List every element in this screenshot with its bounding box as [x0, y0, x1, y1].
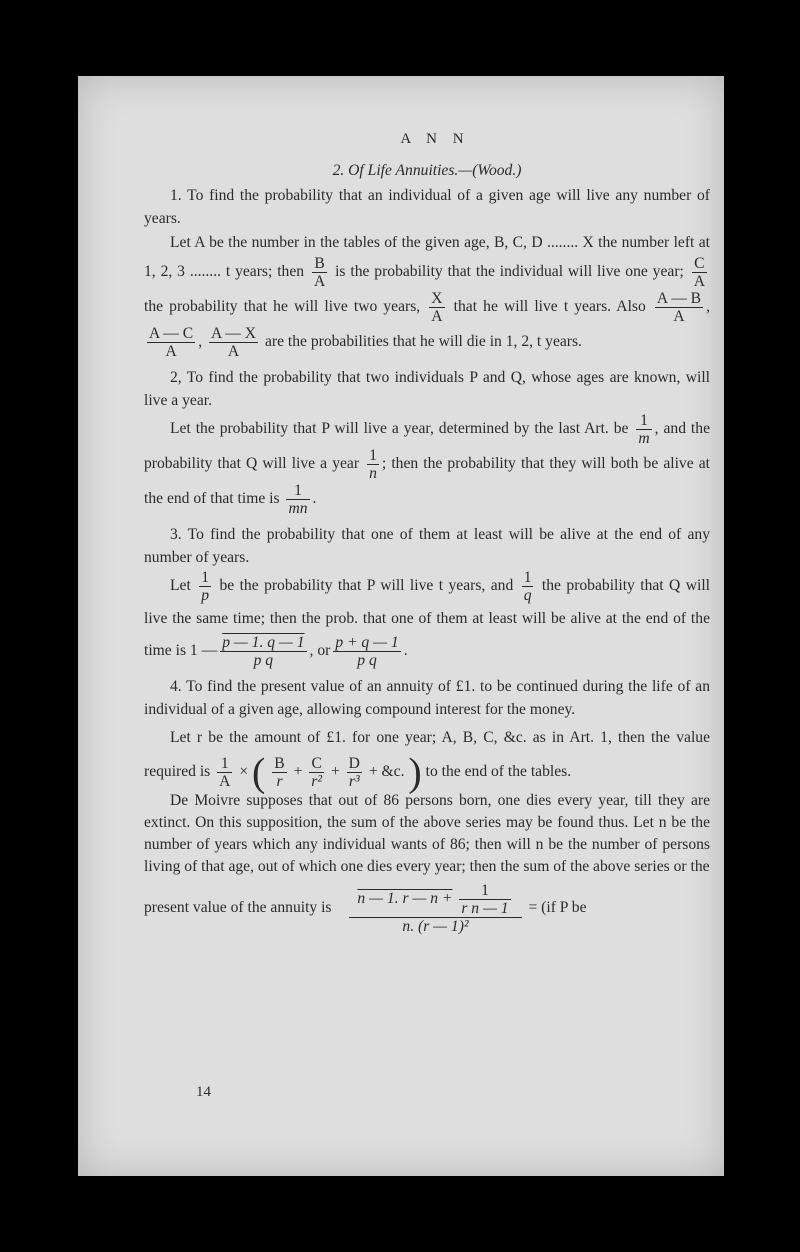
fraction-d-over-r3: $\frac{D}{\text{r³}}$: [348, 755, 360, 790]
annuity-formula: n — 1. r — n + $\frac{1}{\text{r n — 1}}$ n. (r — 1)²: [349, 882, 521, 935]
page-number: 14: [196, 1084, 211, 1100]
paragraph-8: Let r be the amount of £1. for one year; A, B, C, &c. as in Art. 1, then the value required is $\frac{1}{A}$ × ( $\frac{B}{r}$ + $\frac{C}{\text{r²}}$ + $\frac{D}{\text{r³}}$ + &c. ) to the end of the tables.: [144, 729, 710, 795]
paragraph-7: 4. To find the present value of an annuity of £1. to be continued during the life of an individual of a given age, allowing compound interest for the money.: [144, 678, 710, 718]
fraction-b-over-a: $\frac{B}{A}$: [313, 255, 326, 290]
fraction-c-over-r2: $\frac{C}{\text{r²}}$: [311, 755, 323, 790]
paragraph-9: De Moivre supposes that out of 86 persons born, one dies every year, till they are extinct. On this supposition, the sum of the above series may be found thus. Let n be the number of years which any individual wants of 86; then will n be the number of persons living of that age, out of which one dies every year; then the sum of the above series or the: [144, 792, 710, 875]
section-heading: 2. Of Life Annuities.—(Wood.): [332, 162, 522, 179]
paragraph-4: Let the probability that P will live a year, determined by the last Art. be $\frac{1}{m}$ , and the probability that Q will live a year $\frac{1}{n}$ ; then the probability that they will both be alive at the end of that time is $\frac{1}{mn}$ .: [144, 412, 710, 517]
fraction-p1-q1-over-pq: $\frac{p — 1. q — 1}{\text{p q}}$: [222, 634, 305, 669]
fraction-1-over-n: $\frac{1}{n}$: [369, 447, 377, 482]
page-content: [144, 128, 710, 935]
fraction-p-plus-q-over-pq: $\frac{p + q — 1}{\text{p q}}$: [335, 634, 399, 669]
fraction-a-minus-x: $\frac{A — X}{A}$: [211, 325, 257, 360]
fraction-c-over-a: $\frac{C}{A}$: [693, 255, 706, 290]
fraction-1-over-mn: $\frac{1}{mn}$: [288, 482, 308, 517]
paragraph-2: Let A be the number in the tables of the given age, B, C, D ........ X the number left at 1, 2, 3 ........ t years; then $\frac{B}{A}$ is the probability that the individual will live one year; $\frac{C}{A}$ the probability that he will live two years, $\frac{X}{A}$ that he will live t years. Also $\frac{A — B}{A}$ , $\frac{A — C}{A}$ , $\frac{A — X}{A}$ are the probabilities that he will die in 1, 2, t years.: [144, 234, 710, 360]
paragraph-6: Let $\frac{1}{p}$ be the probability that P will live t years, and $\frac{1}{q}$ the probability that Q will live the same time; then the prob. that one of them at least will be alive at the end of the time is 1 — $\frac{p — 1. q — 1}{\text{p q}}$ , or $\frac{p + q — 1}{\text{p q}}$ .: [144, 569, 711, 669]
fraction-1-over-q: $\frac{1}{q}$: [523, 569, 532, 604]
fraction-1-over-p: $\frac{1}{p}$: [201, 569, 210, 604]
paragraph-1: 1. To find the probability that an individual of a given age will live any number of years.: [144, 187, 710, 227]
running-head: A N N: [400, 131, 470, 147]
paragraph-3: 2, To find the probability that two individuals P and Q, whose ages are known, will live a year.: [144, 369, 710, 409]
fraction-a-minus-c: $\frac{A — C}{A}$: [149, 325, 194, 360]
paragraph-5: 3. To find the probability that one of them at least will be alive at the end of any number of years.: [144, 526, 710, 566]
fraction-1-over-m: $\frac{1}{m}$: [638, 412, 650, 447]
fraction-1-over-a: $\frac{1}{A}$: [219, 755, 231, 790]
paragraph-10: present value of the annuity is n — 1. r — n + $\frac{1}{\text{r n — 1}}$ n. (r — 1)² = (if P be: [144, 882, 587, 935]
book-page: [78, 76, 724, 1176]
fraction-b-over-r: $\frac{B}{r}$: [274, 755, 285, 790]
fraction-1-over-rn-1: $\frac{1}{\text{r n — 1}}$: [461, 882, 509, 917]
fraction-a-minus-b: $\frac{A — B}{A}$: [656, 290, 702, 325]
fraction-x-over-a: $\frac{X}{A}$: [431, 290, 443, 325]
